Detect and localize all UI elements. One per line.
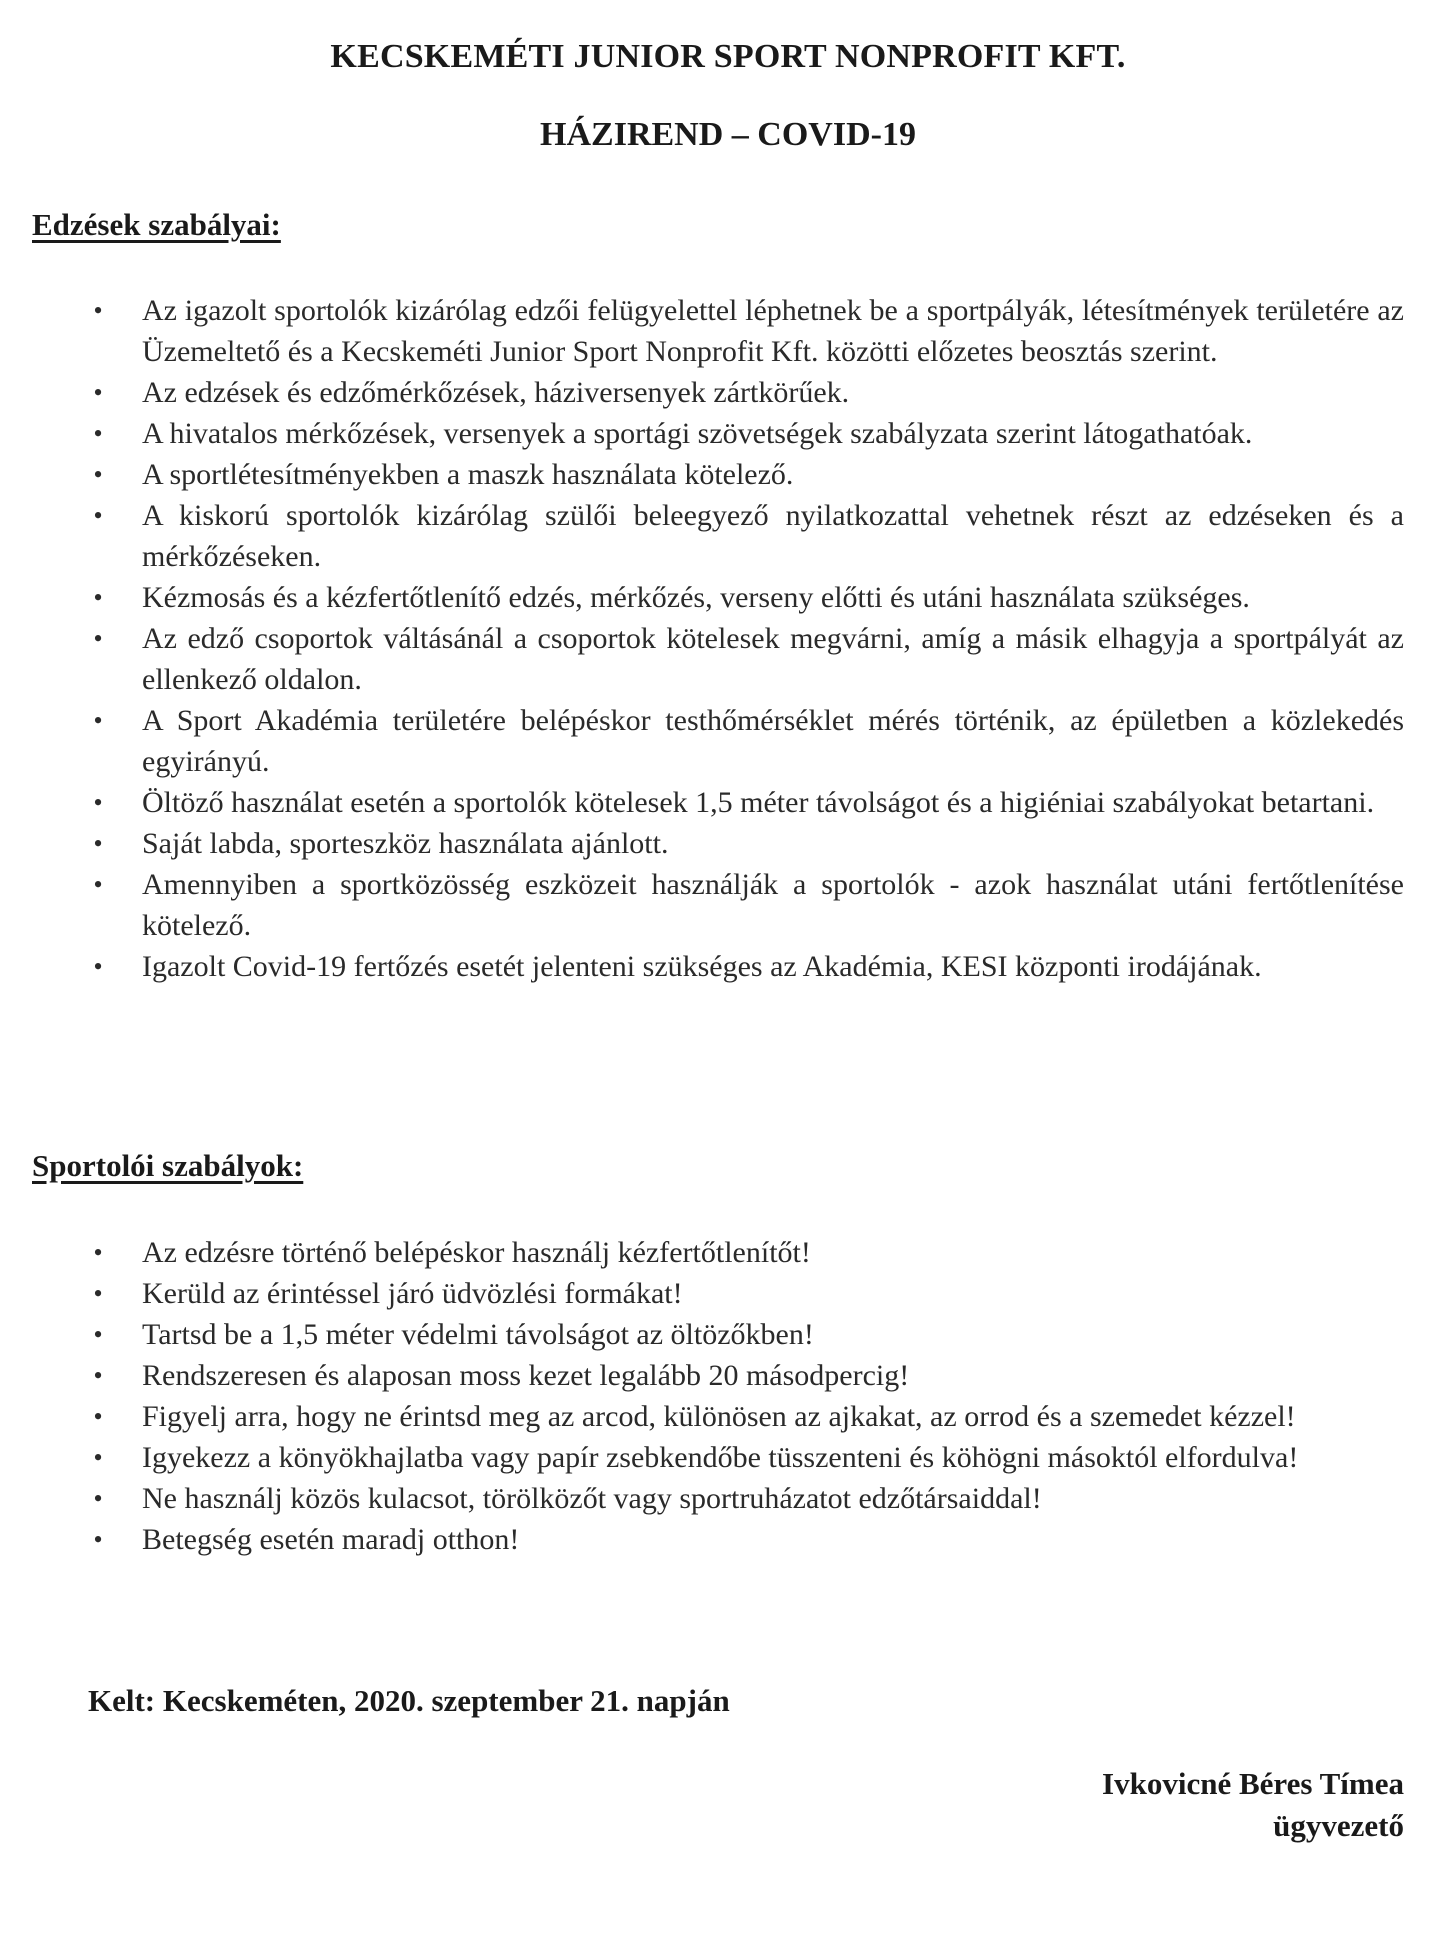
section-heading-athlete-rules: Sportolói szabályok: bbox=[32, 1148, 304, 1183]
list-item bbox=[88, 454, 1404, 495]
list-item-text: Figyelj arra, hogy ne érintsd meg az arcod, különösen az ajkakat, az orrod és a szemedet kézzel! bbox=[142, 1400, 1296, 1433]
list-item bbox=[88, 1519, 1404, 1560]
bullet-icon: • bbox=[93, 378, 103, 407]
list-item bbox=[88, 495, 1404, 577]
bullet-icon: • bbox=[93, 1443, 103, 1472]
list-item-text: Saját labda, sporteszköz használata ajánlott. bbox=[142, 827, 669, 860]
bullet-icon: • bbox=[93, 296, 103, 325]
athlete-rules-list bbox=[88, 1232, 1404, 1560]
list-item bbox=[88, 1437, 1404, 1478]
list-item bbox=[88, 782, 1404, 823]
bullet-icon: • bbox=[93, 1279, 103, 1308]
list-item bbox=[88, 946, 1404, 987]
list-item-text: Az edző csoportok váltásánál a csoportok kötelesek megvárni, amíg a másik elhagyja a sportpályát az ellenkező oldalon. bbox=[142, 622, 1404, 696]
bullet-icon: • bbox=[93, 829, 103, 858]
list-item-text: A kiskorú sportolók kizárólag szülői beleegyező nyilatkozattal vehetnek részt az edzéseken és a mérkőzéseken. bbox=[142, 499, 1404, 573]
list-item-text: Betegség esetén maradj otthon! bbox=[142, 1523, 520, 1556]
list-item bbox=[88, 864, 1404, 946]
bullet-icon: • bbox=[93, 419, 103, 448]
list-item bbox=[88, 1355, 1404, 1396]
list-item bbox=[88, 618, 1404, 700]
list-item bbox=[88, 1478, 1404, 1519]
bullet-icon: • bbox=[93, 706, 103, 735]
list-item bbox=[88, 1396, 1404, 1437]
bullet-icon: • bbox=[93, 583, 103, 612]
list-item-text: Igyekezz a könyökhajlatba vagy papír zsebkendőbe tüsszenteni és köhögni másoktól elfordulva! bbox=[142, 1441, 1299, 1474]
training-rules-list bbox=[88, 290, 1404, 987]
bullet-icon: • bbox=[93, 1238, 103, 1267]
list-item-text: Ne használj közös kulacsot, törölközőt vagy sportruházatot edzőtársaiddal! bbox=[142, 1482, 1042, 1515]
list-item bbox=[88, 1232, 1404, 1273]
section-heading-training-rules: Edzések szabályai: bbox=[32, 207, 281, 242]
bullet-icon: • bbox=[93, 1484, 103, 1513]
list-item bbox=[88, 577, 1404, 618]
list-item-text: Igazolt Covid-19 fertőzés esetét jelenteni szükséges az Akadémia, KESI központi irodájának. bbox=[142, 950, 1262, 983]
list-item-text: Rendszeresen és alaposan moss kezet legalább 20 másodpercig! bbox=[142, 1359, 910, 1392]
bullet-icon: • bbox=[93, 501, 103, 530]
list-item bbox=[88, 372, 1404, 413]
list-item bbox=[88, 1314, 1404, 1355]
list-item-text: A hivatalos mérkőzések, versenyek a sportági szövetségek szabályzata szerint látogathatóak. bbox=[142, 417, 1253, 450]
bullet-icon: • bbox=[93, 1402, 103, 1431]
signatory-name: Ivkovicné Béres Tímea bbox=[1102, 1766, 1404, 1801]
list-item-text: Kézmosás és a kézfertőtlenítő edzés, mérkőzés, verseny előtti és utáni használata szükséges. bbox=[142, 581, 1250, 614]
list-item-text: Az edzésre történő belépéskor használj kézfertőtlenítőt! bbox=[142, 1236, 811, 1269]
bullet-icon: • bbox=[93, 624, 103, 653]
bullet-icon: • bbox=[93, 1525, 103, 1554]
list-item-text: Kerüld az érintéssel járó üdvözlési formákat! bbox=[142, 1277, 683, 1310]
list-item-text: Öltöző használat esetén a sportolók kötelesek 1,5 méter távolságot és a higiéniai szabályokat betartani. bbox=[142, 786, 1375, 819]
list-item-text: Amennyiben a sportközösség eszközeit használják a sportolók - azok használat utáni fertőtlenítése kötelező. bbox=[142, 868, 1404, 942]
bullet-icon: • bbox=[93, 460, 103, 489]
organization-title: KECSKEMÉTI JUNIOR SPORT NONPROFIT KFT. bbox=[330, 38, 1126, 75]
list-item bbox=[88, 1273, 1404, 1314]
list-item-text: Az igazolt sportolók kizárólag edzői felügyelettel léphetnek be a sportpályák, létesítmények területére az Üzemeltető és a Kecskeméti Junior Sport Nonprofit Kft. közötti előzetes beosztás szerint. bbox=[142, 294, 1404, 368]
list-item bbox=[88, 290, 1404, 372]
list-item-text: Tartsd be a 1,5 méter védelmi távolságot az öltözőkben! bbox=[142, 1318, 814, 1351]
list-item bbox=[88, 413, 1404, 454]
bullet-icon: • bbox=[93, 788, 103, 817]
list-item-text: A sportlétesítményekben a maszk használata kötelező. bbox=[142, 458, 794, 491]
bullet-icon: • bbox=[93, 1361, 103, 1390]
bullet-icon: • bbox=[93, 1320, 103, 1349]
list-item-text: A Sport Akadémia területére belépéskor testhőmérséklet mérés történik, az épületben a közlekedés egyirányú. bbox=[142, 704, 1404, 778]
list-item-text: Az edzések és edzőmérkőzések, háziversenyek zártkörűek. bbox=[142, 376, 850, 409]
list-item bbox=[88, 823, 1404, 864]
date-line: Kelt: Kecskeméten, 2020. szeptember 21. napján bbox=[88, 1683, 730, 1718]
bullet-icon: • bbox=[93, 870, 103, 899]
bullet-icon: • bbox=[93, 952, 103, 981]
list-item bbox=[88, 700, 1404, 782]
signatory-role: ügyvezető bbox=[1273, 1808, 1404, 1843]
document-title: HÁZIREND – COVID-19 bbox=[540, 116, 916, 153]
